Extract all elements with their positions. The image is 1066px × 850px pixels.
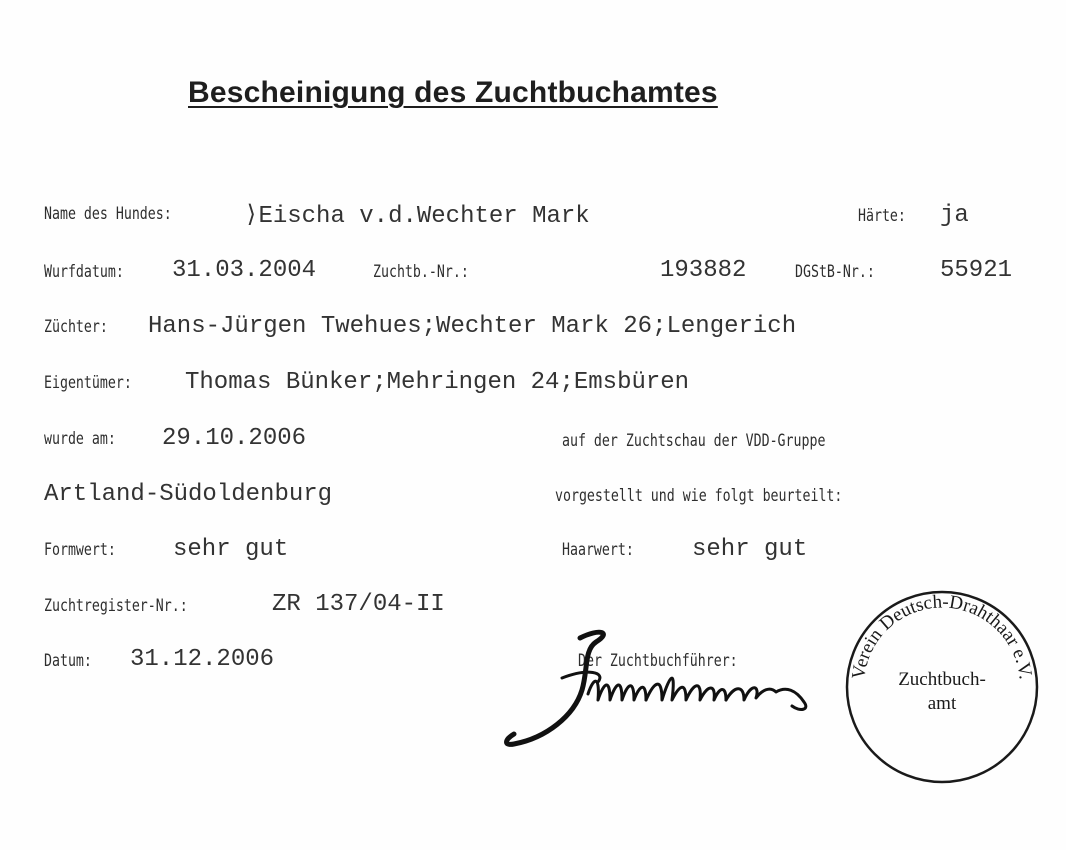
signature-image: [500, 620, 830, 760]
stamp-center-line2: amt: [927, 693, 957, 714]
zuchtschau-text: auf der Zuchtschau der VDD-Gruppe: [562, 431, 826, 451]
zuechter-value: Hans-Jürgen Twehues;Wechter Mark 26;Lengerich: [148, 313, 797, 340]
stamp-center-line1: Zuchtbuch-: [898, 669, 986, 690]
eigentuemer-value: Thomas Bünker;Mehringen 24;Emsbüren: [185, 369, 690, 396]
wurfdatum-value: 31.03.2004: [172, 257, 317, 284]
document-title: Bescheinigung des Zuchtbuchamtes: [188, 76, 718, 109]
stamp-center-text: [843, 668, 1041, 716]
zuechter-label: Züchter:: [44, 317, 108, 337]
formwert-value: sehr gut: [173, 536, 289, 563]
zuchtb-value: 193882: [660, 257, 747, 284]
vorgestellt-text: vorgestellt und wie folgt beurteilt:: [555, 486, 843, 506]
name-label: Name des Hundes:: [44, 204, 172, 224]
zuchtregister-label: Zuchtregister-Nr.:: [44, 596, 188, 616]
wurde-value: 29.10.2006: [162, 425, 307, 452]
wurfdatum-label: Wurfdatum:: [44, 262, 124, 282]
stamp-ring-text: Verein Deutsch-Drahthaar e.V.: [848, 591, 1036, 681]
datum-value: 31.12.2006: [130, 646, 275, 673]
haerte-value: ja: [940, 202, 969, 229]
datum-label: Datum:: [44, 651, 92, 671]
dgstb-label: DGStB-Nr.:: [795, 262, 875, 282]
zuchtb-label: Zuchtb.-Nr.:: [373, 262, 469, 282]
eigentuemer-label: Eigentümer:: [44, 373, 132, 393]
zuchtregister-value: ZR 137/04-II: [272, 591, 445, 618]
name-value: ⟩Eischa v.d.Wechter Mark: [244, 203, 590, 230]
haarwert-value: sehr gut: [692, 536, 808, 563]
dgstb-value: 55921: [940, 257, 1013, 284]
wurde-label: wurde am:: [44, 429, 116, 449]
haarwert-label: Haarwert:: [562, 540, 634, 560]
formwert-label: Formwert:: [44, 540, 116, 560]
zuchtbuchfuehrer-label: Der Zuchtbuchführer:: [578, 651, 738, 671]
haerte-label: Härte:: [858, 206, 906, 226]
gruppe-value: Artland-Südoldenburg: [44, 481, 333, 508]
